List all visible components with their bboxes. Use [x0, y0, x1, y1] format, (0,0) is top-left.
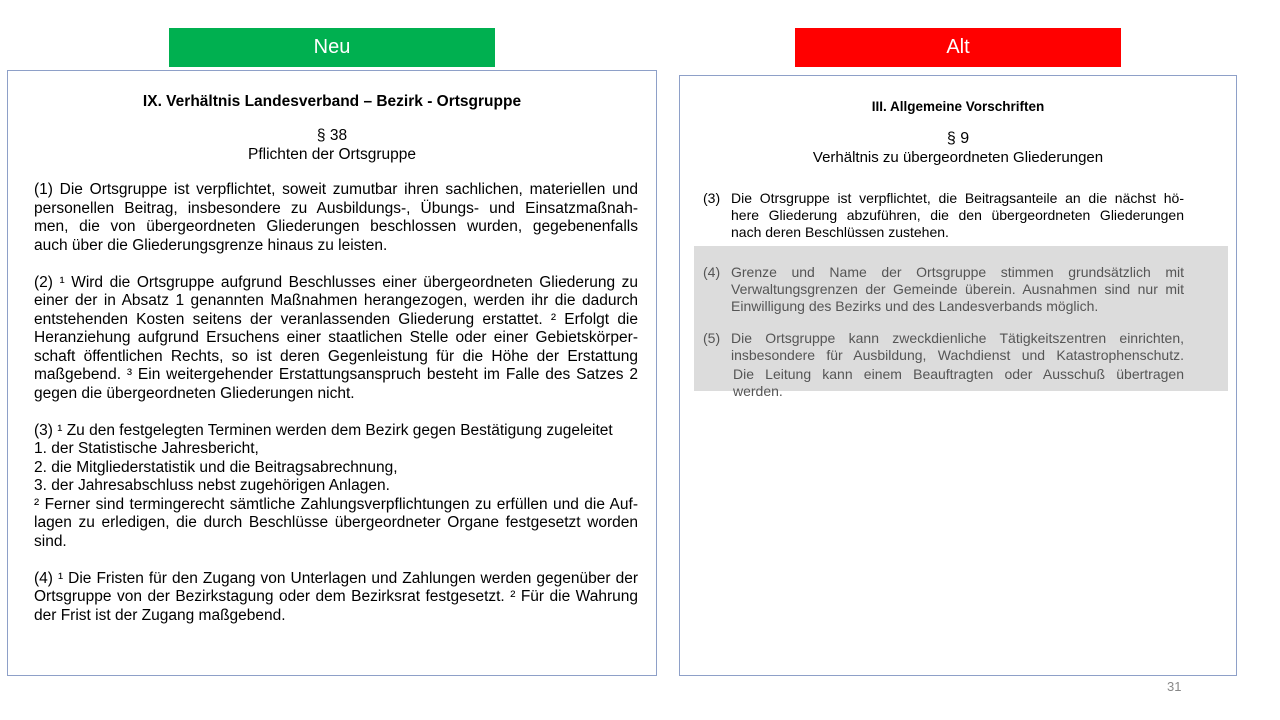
new-paragraph — [34, 274, 638, 404]
text-line: Ortsgruppe von der Bezirkstagung oder dem Bezirksrat festgesetzt. ² Für die Wahrung — [34, 588, 638, 605]
new-paragraph — [34, 422, 638, 552]
new-paragraph — [34, 570, 638, 626]
old-text-panel — [679, 75, 1237, 676]
paragraph-number: (5) — [703, 330, 721, 346]
text-line: der Frist ist der Zugang maßgebend. — [34, 606, 286, 624]
text-line: maßgebend. ³ Ein weitergehender Erstattungsanspruch besteht im Falle des Satzes 2 — [34, 366, 638, 383]
old-paragraph — [703, 190, 1184, 241]
text-line: gegen die übergeordneten Gliederungen nicht. — [34, 384, 355, 402]
text-line: schaft öffentlichen Rechts, so ist deren Gegenleistung für die Höhe der Erstattung — [34, 347, 638, 365]
text-line: Die Leitung kann einem Beauftragten oder Ausschuß übertragen — [733, 366, 1184, 382]
text-line: auch über die Gliederungsgrenze hinaus zu leisten. — [34, 236, 388, 254]
text-line: Grenze und Name der Ortsgruppe stimmen grundsätzlich mit — [731, 264, 1184, 280]
old-paragraph — [703, 330, 1184, 400]
text-line: Heranziehung aufgrund Ersuchens einer staatlichen Stelle oder einer Gebietskörper- — [34, 329, 638, 346]
text-line: ² Ferner sind termingerecht sämtliche Zahlungsverpflichtungen zu erfüllen und die Auf- — [34, 495, 638, 513]
new-section-body — [34, 181, 638, 644]
paragraph-number: (3) — [703, 190, 721, 206]
text-line: insbesondere für Ausbildung, Wachdienst und Katastrophenschutz. — [731, 347, 1184, 363]
text-line: personellen Beitrag, insbesondere zu Ausbildungs-, Übungs- und Einsatzmaßnah- — [34, 199, 638, 217]
text-line: nach deren Beschlüssen zustehen. — [731, 224, 949, 240]
text-line: sind. — [34, 532, 67, 550]
text-line: men, die von übergeordneten Gliederungen beschlossen wurden, gegebenenfalls — [34, 218, 638, 235]
text-line: (2) ¹ Wird die Ortsgruppe aufgrund Beschlusses einer übergeordneten Gliederung zu — [34, 273, 638, 291]
new-version-header: Neu — [169, 28, 495, 67]
old-version-header: Alt — [795, 28, 1121, 67]
new-section-title: Pflichten der Ortsgruppe — [247, 146, 416, 163]
text-line: 2. die Mitgliederstatistik und die Beitragsabrechnung, — [34, 458, 398, 476]
new-chapter-title: IX. Verhältnis Landesverband – Bezirk - Ortsgruppe — [142, 93, 522, 110]
page-number: 31 — [1167, 679, 1182, 694]
old-section-body — [703, 190, 1184, 400]
text-line: (3) ¹ Zu den festgelegten Terminen werden dem Bezirk gegen Bestätigung zugeleitet — [34, 421, 613, 439]
text-line: Verwaltungsgrenzen der Gemeinde überein. Ausnahmen sind nur mit — [731, 281, 1184, 297]
text-line: (4) ¹ Die Fristen für den Zugang von Unterlagen und Zahlungen werden gegenüber der — [34, 569, 638, 587]
old-section-number: § 9 — [946, 130, 970, 147]
text-line: 1. der Statistische Jahresbericht, — [34, 440, 259, 457]
old-chapter-title: III. Allgemeine Vorschriften — [871, 99, 1045, 114]
text-line: werden. — [733, 383, 783, 399]
old-paragraph — [703, 264, 1184, 315]
text-line: lagen zu erledigen, die durch Beschlüsse übergeordneter Organe festgesetzt worden — [34, 514, 638, 531]
text-line: Einwilligung des Bezirks und des Landesverbands möglich. — [731, 298, 1099, 314]
text-line: einer der in Absatz 1 genannten Maßnahmen herangezogen, werden ihr die dadurch — [34, 292, 638, 309]
text-line: Die Otrsgruppe ist verpflichtet, die Beitragsanteile an die nächst hö- — [731, 190, 1184, 206]
text-line: (1) Die Ortsgruppe ist verpflichtet, soweit zumutbar ihren sachlichen, materiellen und — [34, 181, 638, 198]
text-line: Die Ortsgruppe kann zweckdienliche Tätigkeitszentren einrichten, — [731, 330, 1184, 346]
text-line: here Gliederung abzuführen, die den übergeordneten Gliederungen — [731, 207, 1184, 223]
text-line: 3. der Jahresabschluss nebst zugehörigen Anlagen. — [34, 477, 390, 494]
paragraph-number: (4) — [703, 264, 721, 280]
old-section-title: Verhältnis zu übergeordneten Gliederungen — [812, 149, 1104, 166]
text-line: entstehenden Kosten seitens der veranlassenden Gliederung erstattet. ² Erfolgt die — [34, 310, 638, 328]
new-paragraph — [34, 181, 638, 255]
new-text-panel — [7, 70, 657, 676]
new-section-number: § 38 — [316, 127, 348, 144]
